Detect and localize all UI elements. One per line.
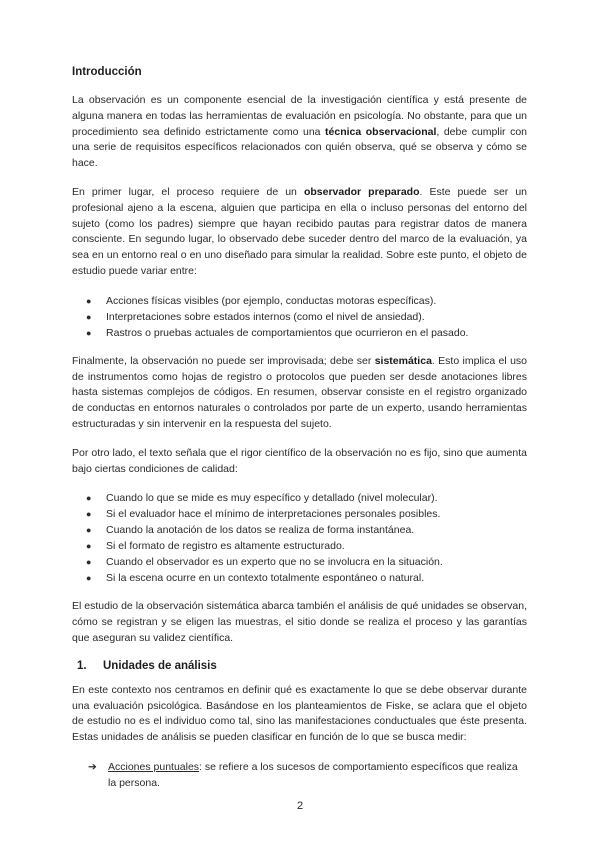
list-item [86,309,527,325]
section-heading-1 [72,660,527,672]
p2-text-c: . Este puede ser un profesional ajeno a la escena, alguien que participa en ella o incluso personas del entorno del sujeto (como los padres) siempre que hayan recibido pautas para registrar datos de manera consciente. En segundo lugar, lo observado debe suceder dentro del marco de la evaluación, ya sea en un entorno real o en uno diseñado para simular la realidad. Sobre este punto, el objeto de estudio puede variar entre: [72,185,528,277]
list-item [86,570,527,586]
list-item-text: Cuando la anotación de los datos se realiza de forma instantánea. [106,524,415,537]
p2-text-a: En primer lugar, el proceso requiere de un [72,185,304,198]
list-item-text: Cuando el observador es un experto que no se involucra en la situación. [106,556,443,569]
list-item [86,554,527,570]
p3-text-a: Finalmente, la observación no puede ser improvisada; debe ser [72,354,375,367]
bullet-icon: ● [86,557,92,568]
page-number: 2 [296,800,304,812]
bullet-icon: ● [86,493,92,504]
list-item [86,293,527,309]
paragraph-2 [72,185,527,280]
list-item [86,538,527,554]
list-item-text: Si el evaluador hace el mínimo de interpretaciones personales posibles. [106,508,441,521]
p2-bold-term: observador preparado [303,185,420,198]
bullet-list-2 [86,490,527,586]
list-item [86,506,527,522]
list-item-text: Acciones físicas visibles (por ejemplo, conductas motoras específicas). [106,294,437,307]
arrow-item-text: : se refiere a los sucesos de comportamiento específicos que realiza la persona. [108,760,518,789]
p1-text-a: La observación es un componente esencial de la investigación científica y está presente de alguna manera en todas las herramientas de evaluación en psicología. No obstante, para que un procedimiento sea definido estrictamente como una [72,94,527,138]
bullet-list-1 [86,293,527,341]
p3-bold-term: sistemática [374,354,432,367]
list-item-text: Si el formato de registro es altamente estructurado. [106,540,345,553]
intro-heading: Introducción [72,66,142,78]
bullet-icon: ● [86,541,92,552]
section-title: Unidades de análisis [103,659,217,672]
list-item-text: Interpretaciones sobre estados internos (como el nivel de ansiedad). [106,310,425,323]
list-item-text: Rastros o pruebas actuales de comportamientos que ocurrieron en el pasado. [106,326,469,339]
section-number: 1. [77,659,87,672]
p1-bold-term: técnica observacional [325,125,437,138]
paragraph-4: Por otro lado, el texto señala que el rigor científico de la observación no es fijo, sino que aumenta bajo ciertas condiciones de calidad: [72,446,527,475]
list-item [86,522,527,538]
paragraph-6: En este contexto nos centramos en definir qué es exactamente lo que se debe observar durante una evaluación psicológica. Basándose en los planteamientos de Fiske, se aclara que el objeto de estudio no es el individuo como tal, sino las manifestaciones conductuales que éste presenta. Estas unidades de análisis se pueden clasificar en función de lo que se busca medir: [72,683,527,744]
document-body [72,66,527,791]
list-item [88,759,527,791]
bullet-icon: ● [86,327,92,338]
bullet-icon: ● [86,295,92,306]
bullet-icon: ● [86,573,92,584]
arrow-item-term: Acciones puntuales [108,760,200,773]
paragraph-3 [72,354,527,433]
paragraph-1 [72,93,527,172]
paragraph-5: El estudio de la observación sistemática abarca también el análisis de qué unidades se observan, cómo se registran y se eligen las muestras, el sitio donde se realiza el proceso y las garantías que aseguran su validez científica. [72,600,527,644]
p3-text-c: . Esto implica el uso de instrumentos como hojas de registro o protocolos que pueden ser desde anotaciones libres hasta sistemas complejos de códigos. En resumen, observar consiste en el registro organizado de conductas en entornos naturales o controlados por parte de un experto, usando herramientas estructuradas y sin intervenir en la respuesta del sujeto. [72,354,527,430]
list-item [86,490,527,506]
bullet-icon: ● [86,525,92,536]
list-item-text: Cuando lo que se mide es muy específico y detallado (nivel molecular). [106,492,438,505]
list-item-text: Si la escena ocurre en un contexto totalmente espontáneo o natural. [106,572,425,585]
bullet-icon: ● [86,509,92,520]
arrow-right-icon: ➔ [88,760,97,773]
arrow-list [88,759,527,791]
bullet-icon: ● [86,311,92,322]
list-item [86,325,527,341]
p1-text-c: , debe cumplir con una serie de requisitos específicos relacionados con quién observa, qué se observa y cómo se hace. [72,125,527,170]
